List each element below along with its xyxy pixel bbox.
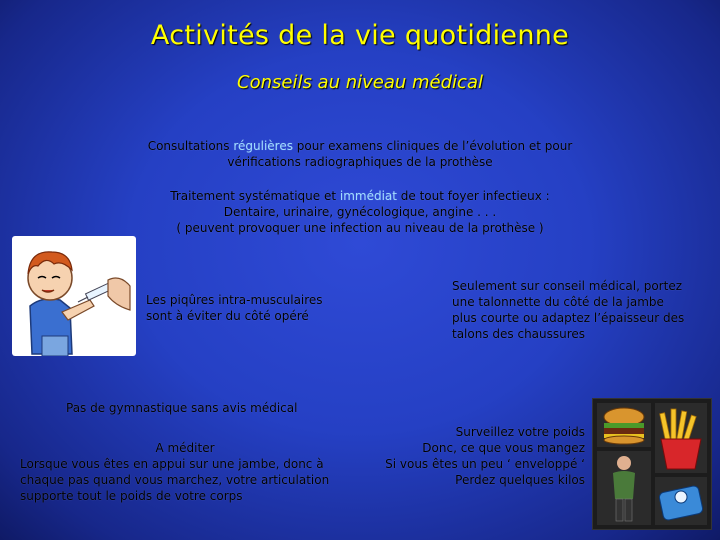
piqures-line-2: sont à éviter du côté opéré xyxy=(146,309,309,323)
piqures-text xyxy=(146,292,366,324)
page-title: Activités de la vie quotidienne xyxy=(150,20,570,51)
mediter-line-1: Lorsque vous êtes en appui sur une jambe, donc à xyxy=(20,457,324,471)
traitement-line-3: ( peuvent provoquer une infection au niveau de la prothèse ) xyxy=(176,221,544,235)
page-subtitle: Conseils au niveau médical xyxy=(237,72,483,93)
talonnette-text xyxy=(452,278,712,342)
consultations-line-1: Consultations régulières pour examens cliniques de l’évolution et pour xyxy=(147,139,573,153)
gymnastique-text: Pas de gymnastique sans avis médical xyxy=(66,401,298,415)
food-scale-illustration xyxy=(593,399,711,529)
consultations-text xyxy=(60,138,660,170)
poids-text xyxy=(360,424,585,488)
traitement-text xyxy=(60,188,660,236)
piqures-line-1: Les piqûres intra-musculaires xyxy=(146,293,323,307)
traitement-line-1: Traitement systématique et immédiat de tout foyer infectieux : xyxy=(170,189,550,203)
talonnette-line-2: une talonnette du côté de la jambe xyxy=(452,295,664,309)
talonnette-line-1: Seulement sur conseil médical, portez xyxy=(452,279,683,293)
mediter-heading: A méditer xyxy=(155,441,215,455)
traitement-highlight: immédiat xyxy=(339,189,397,203)
mediter-text xyxy=(20,440,370,504)
poids-line-3: Si vous êtes un peu ‘ enveloppé ‘ xyxy=(385,457,585,471)
talonnette-line-4: talons des chaussures xyxy=(452,327,586,341)
poids-line-1: Surveillez votre poids xyxy=(455,425,585,439)
child-injection-image xyxy=(12,236,136,356)
mediter-line-3: supporte tout le poids de votre corps xyxy=(20,489,243,503)
child-injection-illustration xyxy=(12,236,136,356)
consultations-highlight: régulières xyxy=(233,139,293,153)
food-scale-image xyxy=(592,398,712,530)
mediter-line-2: chaque pas quand vous marchez, votre articulation xyxy=(20,473,330,487)
poids-line-4: Perdez quelques kilos xyxy=(455,473,585,487)
consultations-line-2: vérifications radiographiques de la prothèse xyxy=(227,155,493,169)
poids-line-2: Donc, ce que vous mangez xyxy=(422,441,585,455)
talonnette-line-3: plus courte ou adaptez l’épaisseur des xyxy=(452,311,685,325)
traitement-line-2: Dentaire, urinaire, gynécologique, angine . . . xyxy=(223,205,497,219)
